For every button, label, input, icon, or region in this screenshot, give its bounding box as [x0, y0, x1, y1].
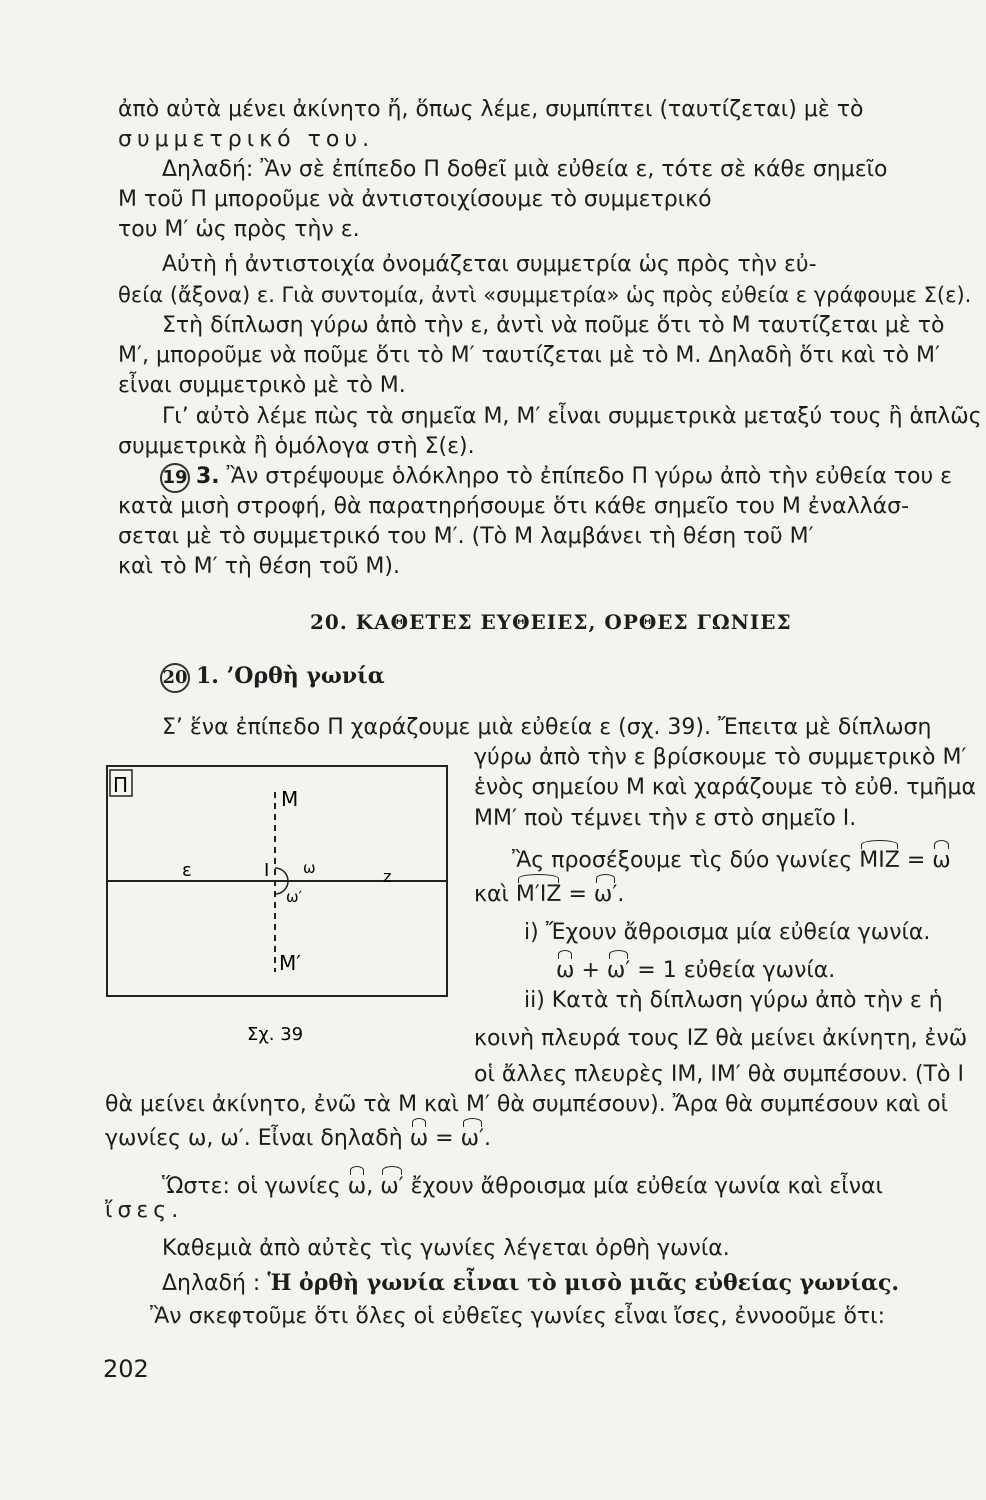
text-line: Γι’ αὐτὸ λέμε πὼς τὰ σημεῖα Μ, Μ′ εἶναι συμμετρικὰ μεταξύ τους ἢ ἁπλῶς	[162, 404, 982, 429]
point-M-prime-label: Μ′	[279, 951, 301, 975]
angle-MpIZ: Μ′ΙΖ	[516, 880, 562, 910]
text-line: καὶ τὸ Μ′ τὴ θέση τοῦ Μ).	[118, 554, 400, 579]
text-line: Στὴ δίπλωση γύρω ἀπὸ τὴν ε, ἀντὶ νὰ ποῦμε ὅτι τὸ Μ ταυτίζεται μὲ τὸ	[162, 313, 945, 338]
equals-sign: =	[568, 882, 587, 907]
angle-omega-prime: ω′	[594, 880, 617, 910]
angle-omega: ω	[410, 1124, 428, 1154]
point-I-label: Ι	[264, 860, 270, 881]
math-line	[556, 956, 835, 986]
angle-omega-prime: ω′	[607, 956, 630, 986]
equals-sign: =	[435, 1126, 454, 1151]
text-line: i) Ἔχουν ἄθροισμα μία εὐθεία γωνία.	[524, 920, 931, 945]
text-line: Μ τοῦ Π μποροῦμε νὰ ἀντιστοιχίσουμε τὸ συμμετρικό	[118, 187, 712, 212]
text-span: Ἂς προσέξουμε τὶς δύο γωνίες	[512, 848, 853, 873]
angle-omega-prime: ω′	[380, 1172, 403, 1202]
definition-text: Ἡ ὀρθὴ γωνία εἶναι τὸ μισὸ μιᾶς εὐθείας γωνίας.	[267, 1270, 900, 1296]
subsection-label: 1. ’Ορθὴ γωνία	[196, 663, 385, 689]
text-line: ἑνὸς σημείου Μ καὶ χαράζουμε τὸ εὐθ. τμῆμα	[474, 775, 976, 800]
text-line: Σ’ ἕνα ἐπίπεδο Π χαράζουμε μιὰ εὐθεία ε (σχ. 39). Ἔπειτα μὲ δίπλωση	[162, 715, 932, 740]
text-line: Μ′, μποροῦμε νὰ ποῦμε ὅτι τὸ Μ′ ταυτίζεται μὲ τὸ Μ. Δηλαδὴ ὅτι καὶ τὸ Μ′	[118, 343, 941, 368]
line-e-label: ε	[182, 860, 192, 881]
subsection-number-badge: 20	[160, 663, 190, 693]
text-line: σεται μὲ τὸ συμμετρικό του Μ′. (Τὸ Μ λαμβάνει τὴ θέση τοῦ Μ′	[118, 524, 814, 549]
page-number: 202	[103, 1355, 149, 1383]
text-line: ἴσες.	[105, 1198, 184, 1223]
equals-sign: =	[906, 848, 926, 873]
text-line: Ἂν σκεφτοῦμε ὅτι ὅλες οἱ εὐθεῖες γωνίες εἶναι ἴσες, ἐννοοῦμε ὅτι:	[150, 1304, 886, 1329]
period: .	[617, 882, 625, 907]
angle-omega: ω	[348, 1172, 366, 1202]
period: .	[483, 1126, 491, 1151]
angle-omega: ω	[556, 956, 574, 986]
angle-omega-prime: ω′	[461, 1124, 484, 1154]
math-line	[512, 846, 951, 876]
ray-z-label: z	[383, 867, 392, 886]
text-line: συμμετρικό του.	[118, 127, 375, 152]
comma: ,	[366, 1174, 374, 1199]
angle-omega-prime-label: ω′	[286, 888, 302, 906]
text-line: κοινὴ πλευρά τους ΙΖ θὰ μείνει ἀκίνητη, ἐνῶ	[474, 1026, 968, 1051]
text-line: γύρω ἀπὸ τὴν ε βρίσκουμε τὸ συμμετρικὸ Μ′	[474, 745, 967, 770]
text-line: Δηλαδή: Ἂν σὲ ἐπίπεδο Π δοθεῖ μιὰ εὐθεία ε, τότε σὲ κάθε σημεῖο	[162, 157, 888, 182]
text-span: Δηλαδή :	[162, 1271, 261, 1296]
point-M-label: Μ	[281, 787, 299, 811]
text-line: Ἂν στρέψουμε ὁλόκληρο τὸ ἐπίπεδο Π γύρω ἀπὸ τὴν εὐθεία του ε	[226, 464, 953, 489]
figure-39	[100, 762, 460, 1092]
text-line: ii) Κατὰ τὴ δίπλωση γύρω ἀπὸ τὴν ε ἡ	[524, 988, 943, 1013]
section-heading: 20. ΚΑΘΕΤΕΣ ΕΥΘΕΙΕΣ, ΟΡΘΕΣ ΓΩΝΙΕΣ	[310, 610, 792, 634]
math-line	[474, 880, 624, 910]
text-line: οἱ ἄλλες πλευρὲς ΙΜ, ΙΜ′ θὰ συμπέσουν. (Τὸ Ι	[474, 1062, 964, 1087]
section-number-badge: 19	[160, 463, 190, 493]
math-line	[105, 1124, 491, 1154]
text-line: θεία (ἄξονα) ε. Γιὰ συντομία, ἀντὶ «συμμετρία» ὡς πρὸς εὐθεία ε γράφουμε Σ(ε).	[118, 283, 972, 307]
angle-MIZ: ΜΙΖ	[859, 846, 900, 876]
angle-omega-label: ω	[303, 859, 316, 877]
text-span: γωνίες ω, ω′. Εἶναι δηλαδὴ	[105, 1126, 403, 1151]
text-line: θὰ μείνει ἀκίνητο, ἐνῶ τὰ Μ καὶ Μ′ θὰ συμπέσουν). Ἄρα θὰ συμπέσουν καὶ οἱ	[105, 1092, 949, 1117]
text-line: Καθεμιὰ ἀπὸ αὐτὲς τὶς γωνίες λέγεται ὀρθὴ γωνία.	[162, 1236, 730, 1261]
text-line: εἶναι συμμετρικὸ μὲ τὸ Μ.	[118, 373, 406, 398]
math-line	[162, 1172, 883, 1202]
text-span: = 1 εὐθεία γωνία.	[637, 958, 836, 983]
text-line: ἀπὸ αὐτὰ μένει ἀκίνητο ἤ, ὅπως λέμε, συμπίπτει (ταυτίζεται) μὲ τὸ	[118, 97, 864, 122]
text-line: του Μ′ ὡς πρὸς τὴν ε.	[118, 217, 360, 242]
angle-arc-omega	[275, 868, 288, 881]
text-span: Ὥστε: οἱ γωνίες	[162, 1174, 341, 1199]
subsection-title	[160, 661, 385, 693]
angle-omega: ω	[932, 846, 950, 876]
figure-caption: Σχ. 39	[247, 1024, 304, 1045]
plane-label: Π	[113, 773, 129, 797]
section-item-number: 3.	[196, 464, 220, 489]
text-span: ἔχουν ἄθροισμα μία εὐθεία γωνία καὶ εἶναι	[410, 1174, 883, 1199]
text-line: συμμετρικὰ ἢ ὁμόλογα στὴ Σ(ε).	[118, 434, 475, 459]
text-line: ΜΜ′ ποὺ τέμνει τὴν ε στὸ σημεῖο Ι.	[474, 806, 857, 831]
plus-sign: +	[581, 958, 600, 983]
text-line: Αὐτὴ ἡ ἀντιστοιχία ὀνομάζεται συμμετρία ὡς πρὸς τὴν εὐ-	[162, 252, 817, 277]
text-line: κατὰ μισὴ στροφή, θὰ παρατηρήσουμε ὅτι κάθε σημεῖο του Μ ἐναλλάσ-	[118, 494, 910, 519]
definition-line	[162, 1268, 899, 1299]
section-item	[160, 462, 952, 493]
text-span: καὶ	[474, 882, 509, 907]
